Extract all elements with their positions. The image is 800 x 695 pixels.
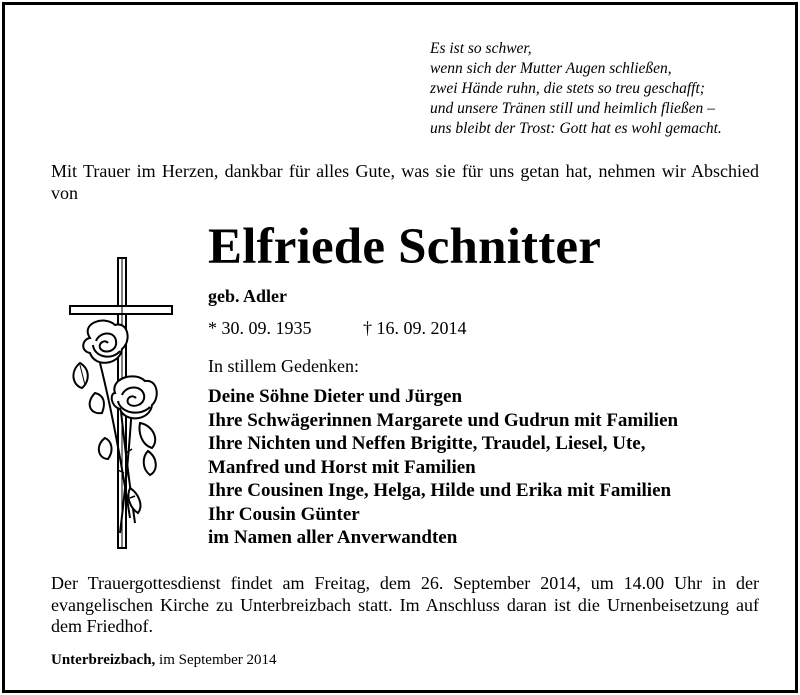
gedenken-label: In stillem Gedenken: [208, 356, 359, 376]
mourner-line: Deine Söhne Dieter und Jürgen [208, 386, 463, 407]
mourner-line: im Namen aller Anverwandten [208, 527, 458, 548]
maiden-name: geb. Adler [208, 286, 287, 306]
place-date [51, 652, 277, 669]
mourners-list [208, 385, 678, 550]
place-town: Unterbreizbach, [51, 652, 156, 668]
poem [430, 39, 790, 139]
mourner-line: Ihre Schwägerinnen Margarete und Gudrun mit Familien [208, 409, 679, 431]
mourner-line: Manfred und Horst mit Familien [208, 456, 476, 478]
life-dates [208, 318, 467, 339]
poem-line: wenn sich der Mutter Augen schließen, [430, 60, 672, 77]
death-date: † 16. 09. 2014 [363, 318, 467, 338]
poem-line: uns bleibt der Trost: Gott hat es wohl gemacht. [430, 120, 722, 137]
service-text: Der Trauergottesdienst findet am Freitag, dem 26. September 2014, um 14.00 Uhr in der evangelischen Kirche zu Unterbreizbach statt. Im Anschluss daran ist die Urnenbeisetzung auf dem Friedhof. [51, 573, 759, 636]
poem-line: zwei Hände ruhn, die stets so treu geschafft; [430, 80, 705, 97]
mourner-line: Ihre Cousinen Inge, Helga, Hilde und Erika mit Familien [208, 480, 672, 501]
intro-text: Mit Trauer im Herzen, dankbar für alles Gute, was sie für uns getan hat, nehmen wir Abschied von [51, 161, 759, 203]
mourner-line: Ihr Cousin Günter [208, 503, 360, 525]
obituary-frame [2, 2, 798, 693]
place-month: im September 2014 [155, 652, 277, 668]
deceased-name: Elfriede Schnitter [208, 219, 602, 275]
poem-line: und unsere Tränen still und heimlich fließen – [430, 100, 715, 117]
poem-line: Es ist so schwer, [430, 40, 532, 57]
mourner-line: Ihre Nichten und Neffen Brigitte, Traudel, Liesel, Ute, [208, 433, 646, 454]
birth-date: * 30. 09. 1935 [208, 318, 312, 338]
cross-with-roses-icon [60, 253, 180, 553]
